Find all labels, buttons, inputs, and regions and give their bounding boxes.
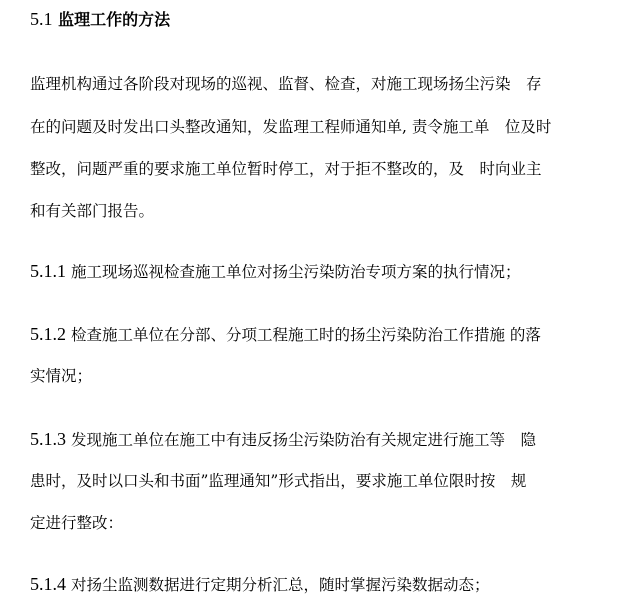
item-text: 检查施工单位在分部、分项工程施工时的扬尘污染防治工作措施 的落 bbox=[70, 326, 541, 344]
section-heading bbox=[30, 7, 170, 32]
item-number: 5.1.3 bbox=[30, 429, 66, 449]
item-line: 实情况； bbox=[30, 367, 93, 385]
section-title: 监理工作的方法 bbox=[58, 10, 171, 29]
intro-line: 监理机构通过各阶段对现场的巡视、监督、检查，对施工现场扬尘污染 存 bbox=[30, 75, 542, 93]
item-number: 5.1.1 bbox=[30, 261, 66, 281]
section-number: 5.1 bbox=[30, 9, 53, 29]
intro-line: 整改，问题严重的要求施工单位暂时停工，对于拒不整改的，及 时向业主 bbox=[30, 160, 542, 178]
item-text: 发现施工单位在施工中有违反扬尘污染防治有关规定进行施工等 隐 bbox=[70, 431, 536, 449]
item-line: 患时，及时以口头和书面”监理通知”形式指出，要求施工单位限时按 规 bbox=[30, 472, 527, 490]
item-line bbox=[30, 322, 541, 347]
item-text: 施工现场巡视检查施工单位对扬尘污染防治专项方案的执行情况； bbox=[70, 263, 521, 281]
item-line bbox=[30, 572, 489, 597]
item-text: 对扬尘监测数据进行定期分析汇总，随时掌握污染数据动态； bbox=[70, 576, 490, 594]
intro-line: 在的问题及时发出口头整改通知，发监理工程师通知单, 责令施工单 位及时 bbox=[30, 118, 552, 136]
item-number: 5.1.2 bbox=[30, 324, 66, 344]
item-line bbox=[30, 427, 536, 452]
item-line bbox=[30, 259, 520, 284]
item-line: 定进行整改： bbox=[30, 514, 124, 532]
intro-line: 和有关部门报告。 bbox=[30, 202, 155, 220]
item-number: 5.1.4 bbox=[30, 574, 66, 594]
